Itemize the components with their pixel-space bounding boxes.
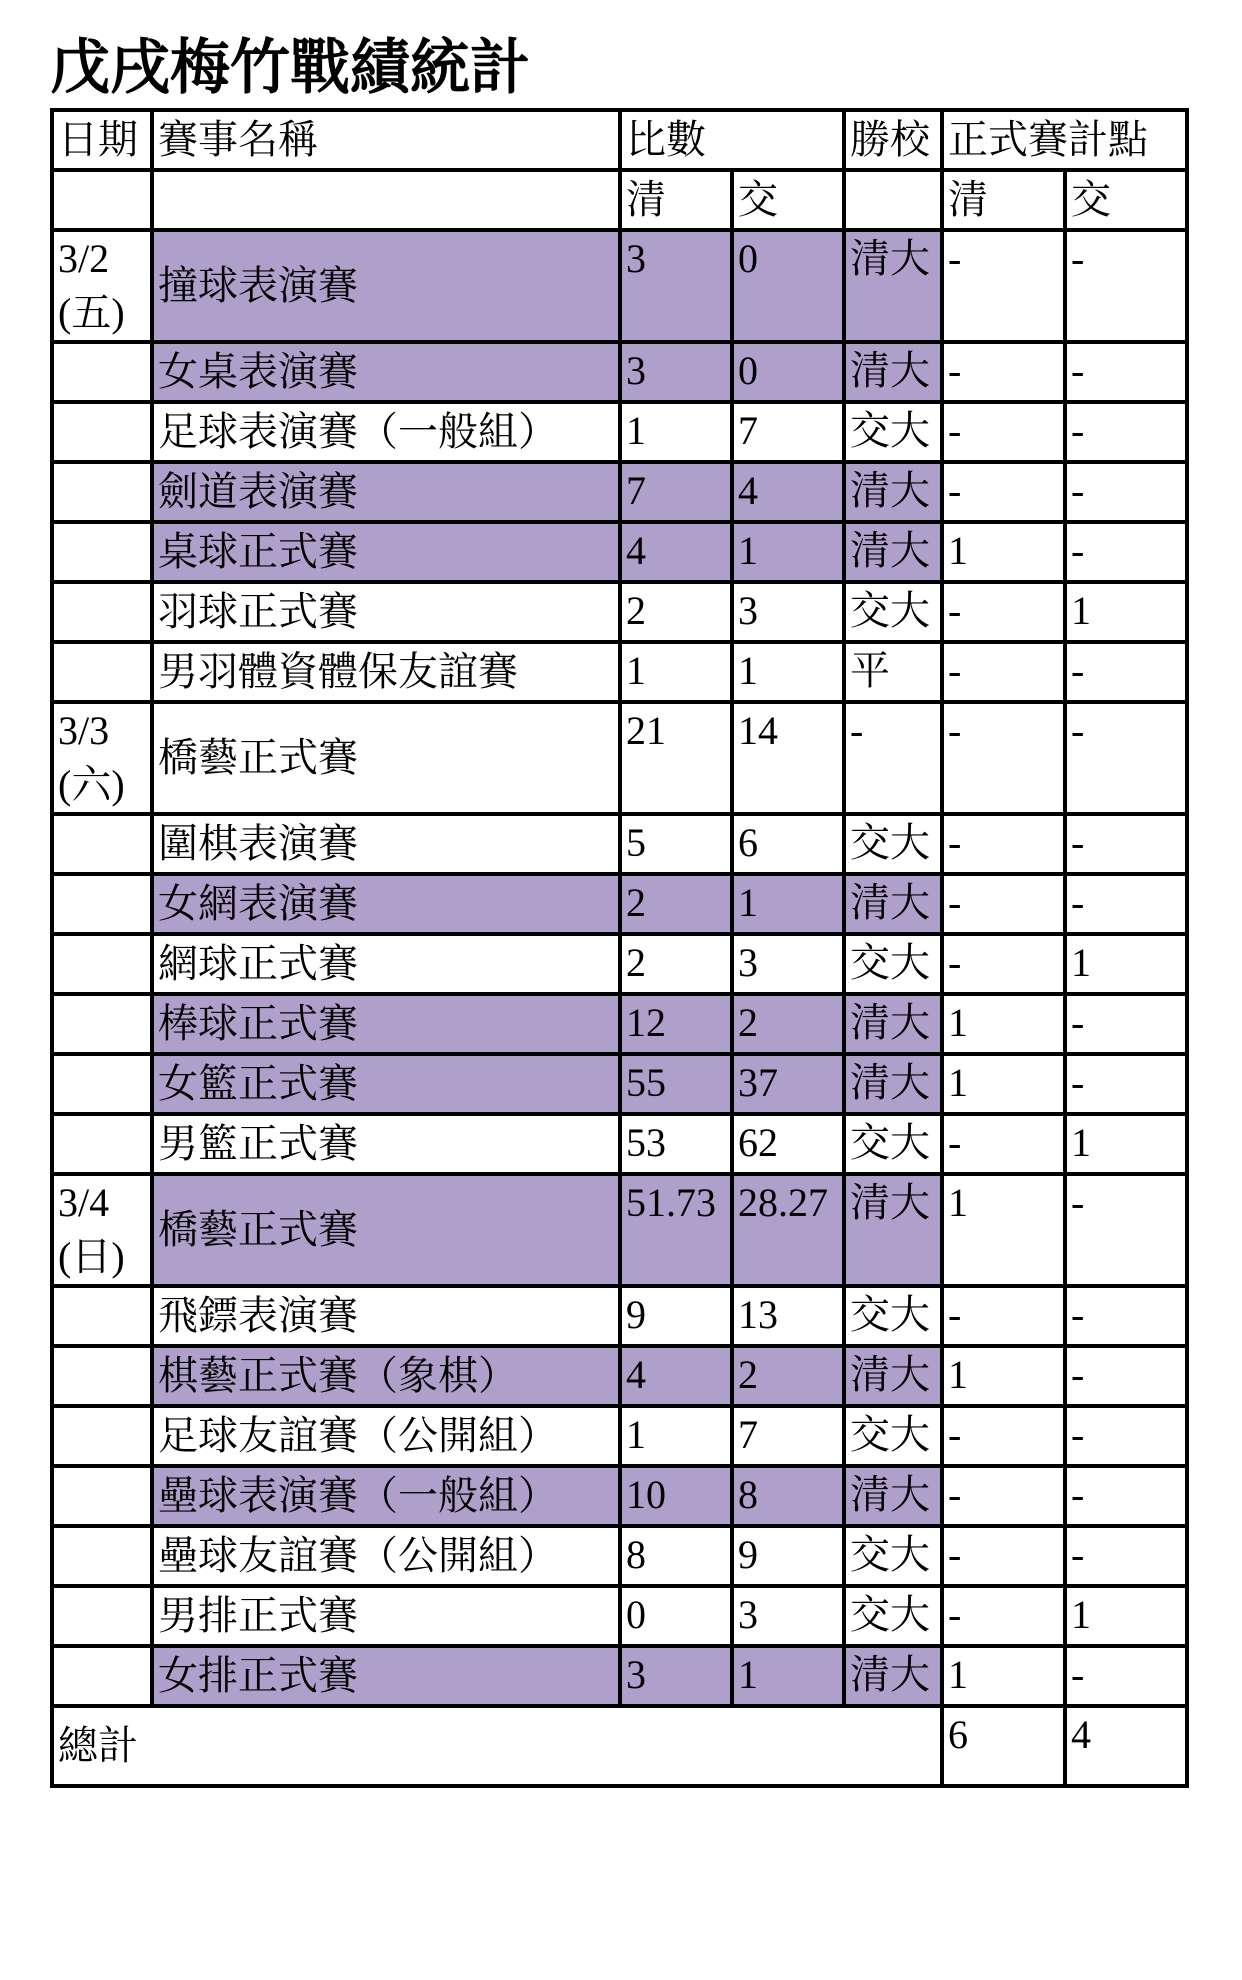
score-qing-cell: 1 [620, 642, 732, 702]
event-name-cell: 男籃正式賽 [152, 1114, 620, 1174]
header-score: 比數 [620, 110, 844, 170]
event-name-cell: 桌球正式賽 [152, 522, 620, 582]
points-jiao-cell: - [1065, 342, 1187, 402]
points-jiao-cell: - [1065, 1054, 1187, 1114]
event-name-cell: 劍道表演賽 [152, 462, 620, 522]
winner-cell: 清大 [844, 994, 942, 1054]
points-qing-cell: - [942, 1286, 1065, 1346]
event-name-cell: 壘球友誼賽（公開組） [152, 1526, 620, 1586]
score-jiao-cell: 1 [732, 874, 844, 934]
score-qing-cell: 2 [620, 582, 732, 642]
winner-cell: 清大 [844, 1466, 942, 1526]
date-cell [52, 1646, 152, 1706]
subheader-score-qing: 清 [620, 170, 732, 230]
date-cell [52, 1526, 152, 1586]
points-qing-cell: - [942, 814, 1065, 874]
total-points-jiao: 4 [1065, 1706, 1187, 1786]
event-name-cell: 男排正式賽 [152, 1586, 620, 1646]
score-jiao-cell: 3 [732, 1586, 844, 1646]
points-qing-cell: - [942, 342, 1065, 402]
points-jiao-cell: - [1065, 994, 1187, 1054]
table-row [52, 462, 1187, 522]
header-row [52, 110, 1187, 170]
results-table [50, 108, 1189, 1788]
points-qing-cell: 1 [942, 1174, 1065, 1286]
weekday-text: (五) [58, 290, 125, 335]
points-jiao-cell: - [1065, 1286, 1187, 1346]
winner-cell: 交大 [844, 1526, 942, 1586]
score-jiao-cell: 9 [732, 1526, 844, 1586]
points-qing-cell: - [942, 702, 1065, 814]
score-qing-cell: 1 [620, 1406, 732, 1466]
points-jiao-cell: 1 [1065, 934, 1187, 994]
event-name-cell: 橋藝正式賽 [152, 1174, 620, 1286]
table-row [52, 814, 1187, 874]
score-qing-cell: 12 [620, 994, 732, 1054]
points-jiao-cell: - [1065, 874, 1187, 934]
table-row [52, 1346, 1187, 1406]
subheader-points-qing: 清 [942, 170, 1065, 230]
subheader-points-jiao: 交 [1065, 170, 1187, 230]
points-qing-cell: 1 [942, 1054, 1065, 1114]
table-row [52, 994, 1187, 1054]
header-date: 日期 [52, 110, 152, 170]
event-name-cell: 女桌表演賽 [152, 342, 620, 402]
date-cell [52, 1586, 152, 1646]
table-row [52, 1054, 1187, 1114]
winner-cell: - [844, 702, 942, 814]
winner-cell: 清大 [844, 1054, 942, 1114]
event-name-cell: 網球正式賽 [152, 934, 620, 994]
score-jiao-cell: 0 [732, 342, 844, 402]
event-name-cell: 女排正式賽 [152, 1646, 620, 1706]
subheader-score-jiao: 交 [732, 170, 844, 230]
points-qing-cell: - [942, 230, 1065, 342]
date-cell [52, 874, 152, 934]
date-text: 3/4 [58, 1180, 110, 1225]
table-row [52, 1586, 1187, 1646]
points-jiao-cell: - [1065, 702, 1187, 814]
date-cell [52, 522, 152, 582]
date-text: 3/3 [58, 708, 110, 753]
table-row [52, 874, 1187, 934]
points-qing-cell: - [942, 1526, 1065, 1586]
date-cell [52, 462, 152, 522]
points-jiao-cell: - [1065, 814, 1187, 874]
table-row [52, 934, 1187, 994]
header-winner: 勝校 [844, 110, 942, 170]
points-qing-cell: - [942, 934, 1065, 994]
date-cell [52, 814, 152, 874]
date-cell [52, 702, 152, 814]
table-row [52, 402, 1187, 462]
score-jiao-cell: 2 [732, 994, 844, 1054]
points-qing-cell: - [942, 402, 1065, 462]
score-qing-cell: 4 [620, 522, 732, 582]
subheader-row [52, 170, 1187, 230]
points-qing-cell: - [942, 1406, 1065, 1466]
subheader-empty [152, 170, 620, 230]
total-points-qing: 6 [942, 1706, 1065, 1786]
table-row [52, 642, 1187, 702]
points-qing-cell: 1 [942, 1646, 1065, 1706]
score-jiao-cell: 7 [732, 1406, 844, 1466]
event-name-cell: 飛鏢表演賽 [152, 1286, 620, 1346]
score-qing-cell: 3 [620, 1646, 732, 1706]
points-jiao-cell: - [1065, 642, 1187, 702]
score-qing-cell: 0 [620, 1586, 732, 1646]
points-qing-cell: 1 [942, 994, 1065, 1054]
points-qing-cell: - [942, 874, 1065, 934]
weekday-text: (六) [58, 762, 125, 807]
score-jiao-cell: 37 [732, 1054, 844, 1114]
score-jiao-cell: 2 [732, 1346, 844, 1406]
table-row [52, 1174, 1187, 1286]
event-name-cell: 女網表演賽 [152, 874, 620, 934]
winner-cell: 清大 [844, 462, 942, 522]
winner-cell: 清大 [844, 1346, 942, 1406]
winner-cell: 交大 [844, 1286, 942, 1346]
points-jiao-cell: - [1065, 462, 1187, 522]
points-qing-cell: 1 [942, 522, 1065, 582]
date-cell [52, 1054, 152, 1114]
winner-cell: 交大 [844, 1406, 942, 1466]
points-qing-cell: - [942, 642, 1065, 702]
date-cell [52, 1406, 152, 1466]
event-name-cell: 羽球正式賽 [152, 582, 620, 642]
points-jiao-cell: - [1065, 1406, 1187, 1466]
score-qing-cell: 21 [620, 702, 732, 814]
total-label: 總計 [52, 1706, 942, 1786]
event-name-cell: 壘球表演賽（一般組） [152, 1466, 620, 1526]
winner-cell: 清大 [844, 1646, 942, 1706]
date-cell [52, 1174, 152, 1286]
event-name-cell: 足球友誼賽（公開組） [152, 1406, 620, 1466]
score-jiao-cell: 1 [732, 522, 844, 582]
score-qing-cell: 3 [620, 342, 732, 402]
table-row [52, 1286, 1187, 1346]
score-jiao-cell: 62 [732, 1114, 844, 1174]
event-name-cell: 撞球表演賽 [152, 230, 620, 342]
table-row [52, 1646, 1187, 1706]
points-jiao-cell: 1 [1065, 582, 1187, 642]
date-cell [52, 1114, 152, 1174]
score-jiao-cell: 28.27 [732, 1174, 844, 1286]
date-cell [52, 1466, 152, 1526]
score-jiao-cell: 13 [732, 1286, 844, 1346]
header-points: 正式賽計點 [942, 110, 1187, 170]
score-qing-cell: 4 [620, 1346, 732, 1406]
score-qing-cell: 1 [620, 402, 732, 462]
date-cell [52, 1286, 152, 1346]
score-jiao-cell: 6 [732, 814, 844, 874]
date-cell [52, 402, 152, 462]
table-row [52, 522, 1187, 582]
event-name-cell: 足球表演賽（一般組） [152, 402, 620, 462]
winner-cell: 清大 [844, 522, 942, 582]
winner-cell: 交大 [844, 582, 942, 642]
date-text: 3/2 [58, 236, 110, 281]
score-jiao-cell: 1 [732, 642, 844, 702]
points-jiao-cell: - [1065, 1646, 1187, 1706]
event-name-cell: 女籃正式賽 [152, 1054, 620, 1114]
event-name-cell: 橋藝正式賽 [152, 702, 620, 814]
points-jiao-cell: - [1065, 230, 1187, 342]
date-cell [52, 342, 152, 402]
points-qing-cell: - [942, 1466, 1065, 1526]
points-qing-cell: - [942, 1586, 1065, 1646]
date-cell [52, 642, 152, 702]
score-jiao-cell: 3 [732, 582, 844, 642]
winner-cell: 清大 [844, 1174, 942, 1286]
table-row [52, 1406, 1187, 1466]
score-jiao-cell: 4 [732, 462, 844, 522]
score-qing-cell: 3 [620, 230, 732, 342]
points-jiao-cell: 1 [1065, 1114, 1187, 1174]
score-qing-cell: 53 [620, 1114, 732, 1174]
points-jiao-cell: 1 [1065, 1586, 1187, 1646]
score-qing-cell: 2 [620, 874, 732, 934]
subheader-empty [844, 170, 942, 230]
winner-cell: 清大 [844, 230, 942, 342]
points-jiao-cell: - [1065, 1174, 1187, 1286]
score-qing-cell: 2 [620, 934, 732, 994]
date-cell [52, 934, 152, 994]
table-row [52, 702, 1187, 814]
score-qing-cell: 9 [620, 1286, 732, 1346]
score-jiao-cell: 3 [732, 934, 844, 994]
score-qing-cell: 10 [620, 1466, 732, 1526]
winner-cell: 交大 [844, 934, 942, 994]
table-row [52, 1466, 1187, 1526]
winner-cell: 交大 [844, 814, 942, 874]
event-name-cell: 棋藝正式賽（象棋） [152, 1346, 620, 1406]
header-event: 賽事名稱 [152, 110, 620, 170]
total-row [52, 1706, 1187, 1786]
points-jiao-cell: - [1065, 1466, 1187, 1526]
winner-cell: 交大 [844, 402, 942, 462]
winner-cell: 平 [844, 642, 942, 702]
weekday-text: (日) [58, 1234, 125, 1279]
score-jiao-cell: 8 [732, 1466, 844, 1526]
subheader-empty [52, 170, 152, 230]
date-cell [52, 582, 152, 642]
score-jiao-cell: 0 [732, 230, 844, 342]
table-row [52, 582, 1187, 642]
date-cell [52, 1346, 152, 1406]
winner-cell: 交大 [844, 1586, 942, 1646]
date-cell [52, 230, 152, 342]
points-qing-cell: - [942, 1114, 1065, 1174]
points-qing-cell: - [942, 462, 1065, 522]
event-name-cell: 棒球正式賽 [152, 994, 620, 1054]
score-qing-cell: 8 [620, 1526, 732, 1586]
score-jiao-cell: 14 [732, 702, 844, 814]
points-jiao-cell: - [1065, 522, 1187, 582]
table-row [52, 1526, 1187, 1586]
table-row [52, 1114, 1187, 1174]
points-jiao-cell: - [1065, 402, 1187, 462]
score-jiao-cell: 7 [732, 402, 844, 462]
points-jiao-cell: - [1065, 1346, 1187, 1406]
event-name-cell: 男羽體資體保友誼賽 [152, 642, 620, 702]
winner-cell: 交大 [844, 1114, 942, 1174]
date-cell [52, 994, 152, 1054]
points-jiao-cell: - [1065, 1526, 1187, 1586]
table-row [52, 342, 1187, 402]
points-qing-cell: - [942, 582, 1065, 642]
table-row [52, 230, 1187, 342]
page-title: 戊戌梅竹戰績統計 [50, 33, 530, 103]
event-name-cell: 圍棋表演賽 [152, 814, 620, 874]
winner-cell: 清大 [844, 874, 942, 934]
winner-cell: 清大 [844, 342, 942, 402]
score-qing-cell: 7 [620, 462, 732, 522]
points-qing-cell: 1 [942, 1346, 1065, 1406]
score-qing-cell: 55 [620, 1054, 732, 1114]
score-qing-cell: 51.73 [620, 1174, 732, 1286]
score-jiao-cell: 1 [732, 1646, 844, 1706]
score-qing-cell: 5 [620, 814, 732, 874]
